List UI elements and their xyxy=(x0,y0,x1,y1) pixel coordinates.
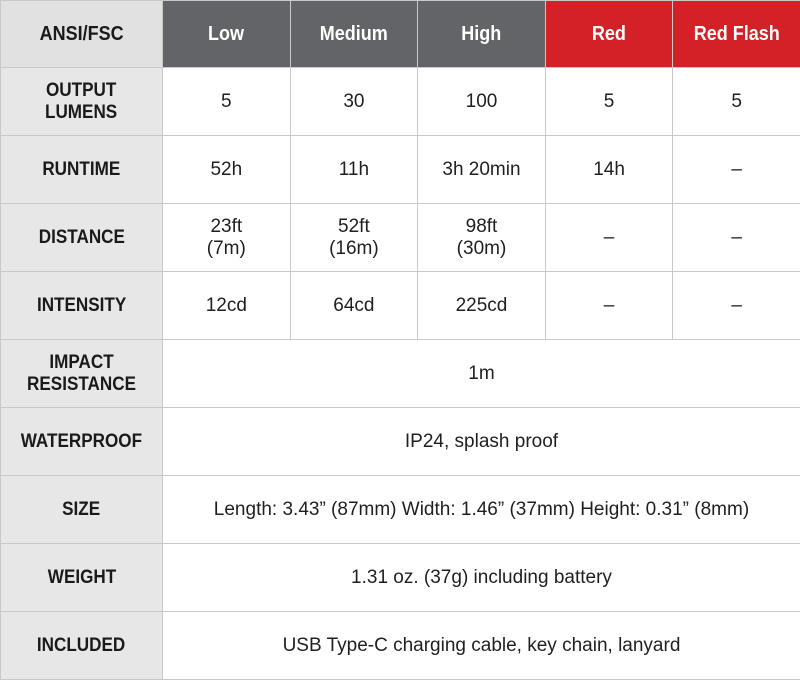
header-mode-label: Low xyxy=(208,22,245,45)
row-runtime xyxy=(1,136,800,204)
row-size xyxy=(1,476,800,544)
cell-line-meters: (16m) xyxy=(329,237,379,259)
cell-distance-high xyxy=(418,204,546,272)
cell-intensity-low: 12cd xyxy=(163,272,291,340)
row-label-text: WEIGHT xyxy=(47,566,116,588)
cell-runtime-red: 14h xyxy=(545,136,673,204)
cell-intensity-red-flash: – xyxy=(673,272,800,340)
cell-line-feet: 52ft xyxy=(338,216,370,238)
header-mode-red xyxy=(545,1,673,68)
row-label-intensity xyxy=(1,272,163,340)
cell-waterproof: IP24, splash proof xyxy=(163,408,800,476)
row-label-output-lumens xyxy=(1,68,163,136)
row-label-text: RUNTIME xyxy=(42,158,121,180)
header-mode-medium xyxy=(290,1,418,68)
header-mode-low xyxy=(163,1,291,68)
row-label-text: DISTANCE xyxy=(38,226,125,248)
spec-table-body xyxy=(1,68,800,680)
row-label-weight xyxy=(1,544,163,612)
cell-distance-low xyxy=(163,204,291,272)
header-mode-label: Medium xyxy=(319,22,388,45)
cell-output-red-flash: 5 xyxy=(673,68,800,136)
cell-runtime-low: 52h xyxy=(163,136,291,204)
row-label-line: OUTPUT xyxy=(46,80,117,102)
cell-impact-resistance: 1m xyxy=(163,340,800,408)
header-mode-label: Red xyxy=(592,22,627,45)
row-label-line: IMPACT xyxy=(49,352,114,374)
cell-distance-medium xyxy=(290,204,418,272)
cell-intensity-red: – xyxy=(545,272,673,340)
row-label-text: INCLUDED xyxy=(37,634,126,656)
cell-output-red: 5 xyxy=(545,68,673,136)
cell-intensity-high: 225cd xyxy=(418,272,546,340)
row-output-lumens xyxy=(1,68,800,136)
row-label-waterproof xyxy=(1,408,163,476)
row-distance xyxy=(1,204,800,272)
row-label-text: INTENSITY xyxy=(36,294,127,316)
cell-distance-red: – xyxy=(545,204,673,272)
header-mode-high xyxy=(418,1,546,68)
cell-included: USB Type-C charging cable, key chain, lanyard xyxy=(163,612,800,680)
header-row xyxy=(1,1,800,68)
header-corner-label: ANSI/FSC xyxy=(39,22,124,45)
row-label-text: WATERPROOF xyxy=(20,430,143,452)
spec-table-header xyxy=(1,1,800,68)
row-label-line: LUMENS xyxy=(45,101,118,123)
row-label-runtime xyxy=(1,136,163,204)
row-label-line: RESISTANCE xyxy=(27,373,136,395)
cell-line-feet: 98ft xyxy=(465,216,498,238)
cell-output-medium: 30 xyxy=(290,68,418,136)
cell-size: Length: 3.43” (87mm) Width: 1.46” (37mm) Height: 0.31” (8mm) xyxy=(163,476,800,544)
row-weight xyxy=(1,544,800,612)
row-label-included xyxy=(1,612,163,680)
header-corner-ansi-fsc xyxy=(1,1,163,68)
row-label-impact-resistance xyxy=(1,340,163,408)
cell-line-meters: (7m) xyxy=(206,237,246,259)
row-waterproof xyxy=(1,408,800,476)
cell-runtime-red-flash: – xyxy=(673,136,800,204)
cell-runtime-high: 3h 20min xyxy=(418,136,546,204)
row-label-text: SIZE xyxy=(62,498,101,520)
row-included xyxy=(1,612,800,680)
header-mode-label: Red Flash xyxy=(693,22,780,45)
cell-intensity-medium: 64cd xyxy=(290,272,418,340)
header-mode-label: High xyxy=(461,22,502,45)
cell-output-low: 5 xyxy=(163,68,291,136)
cell-weight: 1.31 oz. (37g) including battery xyxy=(163,544,800,612)
cell-line-feet: 23ft xyxy=(210,216,243,238)
row-label-distance xyxy=(1,204,163,272)
cell-distance-red-flash: – xyxy=(673,204,800,272)
row-intensity xyxy=(1,272,800,340)
row-label-size xyxy=(1,476,163,544)
cell-line-meters: (30m) xyxy=(456,237,507,259)
cell-runtime-medium: 11h xyxy=(290,136,418,204)
row-impact-resistance xyxy=(1,340,800,408)
cell-output-high: 100 xyxy=(418,68,546,136)
header-mode-red-flash xyxy=(673,1,800,68)
